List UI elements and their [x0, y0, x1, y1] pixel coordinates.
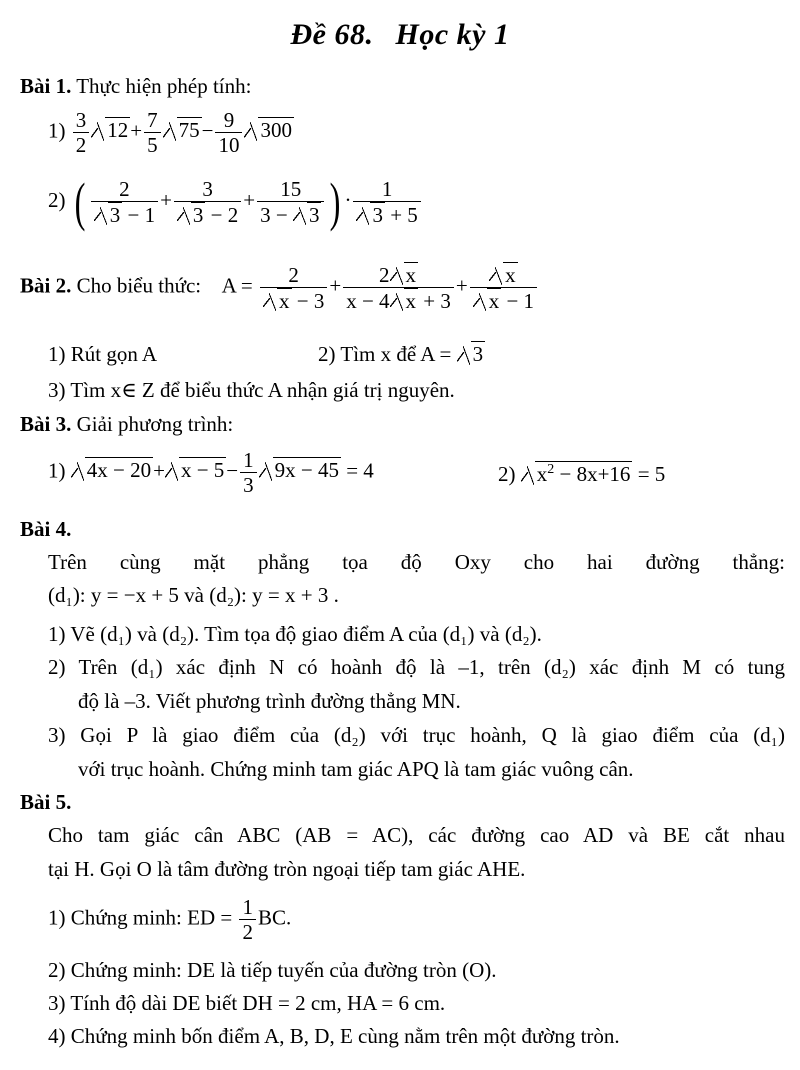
bai1-text: Thực hiện phép tính:: [71, 74, 252, 98]
bai3-heading: [20, 411, 233, 437]
bai1-heading: [20, 73, 251, 99]
fraction: $\frac{15}{3 - 3}$: [257, 177, 324, 227]
bai1-label: Bài 1.: [20, 74, 72, 98]
fraction: $\frac{9}{10}$: [215, 108, 242, 157]
item-number: 1): [48, 118, 66, 143]
bai2-heading: [20, 262, 539, 313]
page-title: [0, 18, 800, 52]
bai5-q3: 3) Tính độ dài DE biết DH = 2 cm, HA = 6 cm.: [48, 991, 446, 1015]
bai5-intro-line1: Cho tam giác cân ABC (AB = AC), các đường cao AD và BE cắt nhau: [48, 823, 785, 847]
title-term: Học kỳ 1: [395, 18, 510, 51]
bai2-q3: 3) Tìm x∈ Z để biểu thức A nhận giá trị nguyên.: [48, 378, 455, 402]
bai5-q4: 4) Chứng minh bốn điểm A, B, D, E cùng nằm trên một đường tròn.: [48, 1024, 620, 1048]
bai1-part1: 1) $\frac{3}{2}$ 12+ $\frac{7}{5}$ 75− $\frac{9}{10}$ 300: [48, 108, 292, 157]
bai3-text: Giải phương trình:: [71, 412, 234, 436]
bai5-heading: [20, 789, 71, 815]
bai2-text: Cho biểu thức:: [71, 273, 202, 298]
bai2-q1: 1) Rút gọn A: [48, 342, 158, 366]
bai4-label: Bài 4.: [20, 517, 72, 541]
bai4-q3-line2: với trục hoành. Chứng minh tam giác APQ là tam giác vuông cân.: [78, 757, 634, 781]
item-number: 2): [48, 187, 66, 212]
bai5-q1: 1) Chứng minh: ED = $\frac{1}{2}$ BC.: [48, 895, 292, 944]
title-exam-number: Đề 68.: [290, 18, 374, 51]
bai4-intro-line2: (d₁): y = −x + 5 và (d₂): y = x + 3 .: [48, 583, 339, 607]
fraction: $\frac{7}{5}$: [144, 108, 161, 157]
bai5-intro-line2: tại H. Gọi O là tâm đường tròn ngoại tiếp tam giác AHE.: [48, 857, 526, 881]
bai4-intro-line1: Trên cùng mặt phẳng tọa độ Oxy cho hai đường thẳng:: [48, 550, 785, 574]
bai1-part2: 2) ( $\frac{2}{3 - 1}$ + $\frac{3}{3 - 2}$ + $\frac{15}{3 - 3}$ ) · $\frac{1}{3 + 5}$: [48, 175, 423, 229]
fraction: $\frac{3}{3 - 2}$: [174, 177, 241, 227]
bai4-heading: [20, 516, 71, 542]
bai3-part2: 2) $x^2 - 8x+16 = 5$: [498, 462, 666, 486]
bai5-label: Bài 5.: [20, 790, 72, 814]
bai3-label: Bài 3.: [20, 412, 72, 436]
bai4-q2-line1: 2) Trên (d₁) xác định N có hoành độ là –1, trên (d₂) xác định M có tung: [48, 655, 785, 679]
sqrt: 75: [163, 117, 202, 143]
fraction: $\frac{2}{3 - 1}$: [91, 177, 158, 227]
bai2-expression: A = $\frac{2}{x - 3}$ + $\frac{2 x}{x - 4 x + 3}$ + $\frac{x}{x - 1}$: [222, 262, 539, 313]
bai2-q2: 2) Tìm x để A = 3: [318, 342, 484, 366]
fraction: $\frac{3}{2}$: [73, 108, 90, 157]
sqrt: 12: [91, 117, 130, 143]
bai3-part1: 1) 4x − 20+ x − 5− $\frac{1}{3}$ 9x − 45 = 4: [48, 448, 374, 497]
sqrt: 300: [244, 117, 294, 143]
bai4-q1: 1) Vẽ (d₁) và (d₂). Tìm tọa độ giao điểm A của (d₁) và (d₂).: [48, 622, 542, 646]
bai5-q2: 2) Chứng minh: DE là tiếp tuyến của đường tròn (O).: [48, 958, 497, 982]
bai4-q2-line2: độ là –3. Viết phương trình đường thẳng MN.: [78, 689, 461, 713]
bai4-q3-line1: 3) Gọi P là giao điểm của (d₂) với trục hoành, Q là giao điểm của (d₁): [48, 723, 785, 747]
bai2-label: Bài 2.: [20, 273, 72, 298]
fraction: $\frac{1}{3 + 5}$: [353, 177, 420, 227]
